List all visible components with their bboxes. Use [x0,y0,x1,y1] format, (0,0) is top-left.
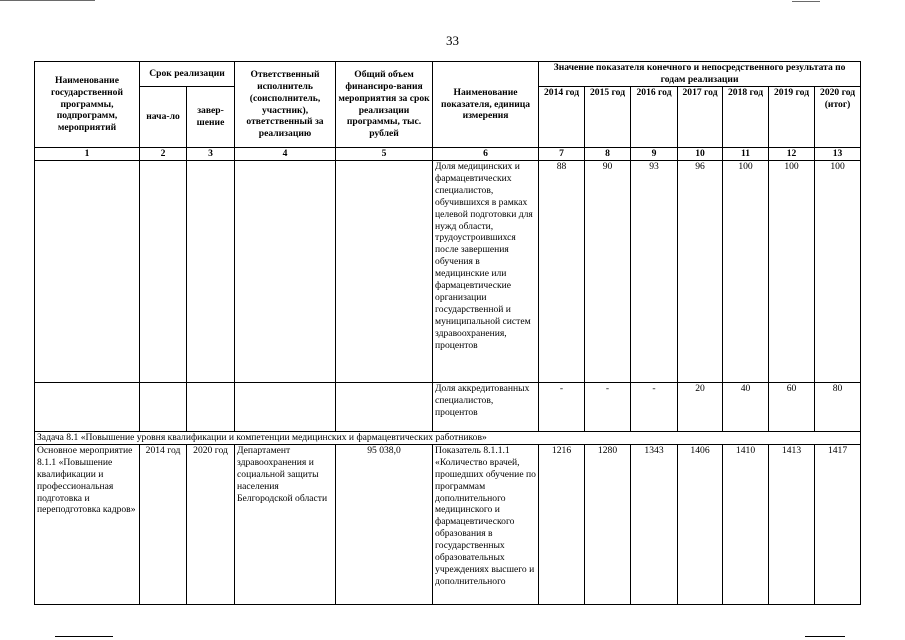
column-number: 3 [187,148,235,161]
column-number: 8 [585,148,631,161]
row-value-2017: 20 [678,383,723,432]
row-value-2020: 80 [815,383,861,432]
header-name: Наименование государственной программы, подпрограмм, мероприятий [35,62,140,148]
column-number: 7 [539,148,585,161]
column-number: 12 [769,148,815,161]
row-value-2015: - [585,383,631,432]
row-indicator: Доля аккредитованных специалистов, процентов [433,383,539,432]
row-executor [235,161,336,383]
row-funding [336,383,433,432]
row-value-2016: 93 [631,161,678,383]
table-row [35,161,861,383]
indicator-table [34,61,861,605]
header-term: Срок реализации [140,62,235,87]
column-number: 11 [723,148,769,161]
top-right-edge-line [792,1,820,2]
row-end [187,161,235,383]
header-year-2015: 2015 год [585,87,631,148]
row-funding: 95 038,0 [336,444,433,604]
page-number: 33 [446,33,459,48]
row-start [140,161,187,383]
column-number: 1 [35,148,140,161]
row-executor [235,383,336,432]
row-indicator: Доля медицинских и фармацевтических специалистов, обучившихся в рамках целевой подготовки для нужд области, трудоустроившихся после завершения обучения в медицинские или фармацевтические организации государственной и муниципальной систем здравоохранения, процентов [433,161,539,383]
column-number: 5 [336,148,433,161]
row-value-2015: 1280 [585,444,631,604]
column-number: 2 [140,148,187,161]
row-name [35,161,140,383]
header-year-2016: 2016 год [631,87,678,148]
row-value-2014: 88 [539,161,585,383]
bottom-left-line [55,636,113,637]
header-term-start: нача-ло [140,87,187,148]
row-value-2016: 1343 [631,444,678,604]
row-value-2019: 60 [769,383,815,432]
row-value-2020: 100 [815,161,861,383]
column-number: 13 [815,148,861,161]
header-year-2020: 2020 год (итог) [815,87,861,148]
row-value-2014: 1216 [539,444,585,604]
row-value-2016: - [631,383,678,432]
row-value-2018: 100 [723,161,769,383]
header-year-2018: 2018 год [723,87,769,148]
bottom-right-line [805,636,845,637]
row-end: 2020 год [187,444,235,604]
table-row [35,444,861,604]
header-values-group: Значение показателя конечного и непосредственного результата по годам реализации [539,62,861,87]
header-indicator: Наименование показателя, единица измерения [433,62,539,148]
row-value-2019: 1413 [769,444,815,604]
row-value-2020: 1417 [815,444,861,604]
row-name [35,383,140,432]
column-number-row [35,148,861,161]
column-number: 10 [678,148,723,161]
row-start: 2014 год [140,444,187,604]
row-indicator: Показатель 8.1.1.1 «Количество врачей, прошедших обучение по программам дополнительного медицинского и фармацевтического образования в государственных образовательных учреждениях высшего и дополнительного [433,444,539,604]
task-row [35,432,861,445]
row-value-2014: - [539,383,585,432]
header-year-2019: 2019 год [769,87,815,148]
column-number: 4 [235,148,336,161]
row-value-2017: 1406 [678,444,723,604]
row-funding [336,161,433,383]
header-executor: Ответственный исполнитель (соисполнитель, участник), ответственный за реализацию [235,62,336,148]
row-value-2015: 90 [585,161,631,383]
row-end [187,383,235,432]
row-value-2018: 1410 [723,444,769,604]
row-value-2017: 96 [678,161,723,383]
header-year-2014: 2014 год [539,87,585,148]
row-value-2019: 100 [769,161,815,383]
header-funding: Общий объем финансиро-вания мероприятия за срок реализации программы, тыс. рублей [336,62,433,148]
row-executor: Департамент здравоохранения и социальной защиты населения Белгородской области [235,444,336,604]
header-year-2017: 2017 год [678,87,723,148]
column-number: 9 [631,148,678,161]
row-start [140,383,187,432]
row-value-2018: 40 [723,383,769,432]
column-number: 6 [433,148,539,161]
top-left-edge-line [0,0,95,1]
table-row [35,383,861,432]
row-name: Основное мероприятие 8.1.1 «Повышение квалификации и профессиональная подготовка и переподготовка кадров» [35,444,140,604]
task-title: Задача 8.1 «Повышение уровня квалификации и компетенции медицинских и фармацевтических работников» [35,432,861,445]
header-term-end: завер-шение [187,87,235,148]
